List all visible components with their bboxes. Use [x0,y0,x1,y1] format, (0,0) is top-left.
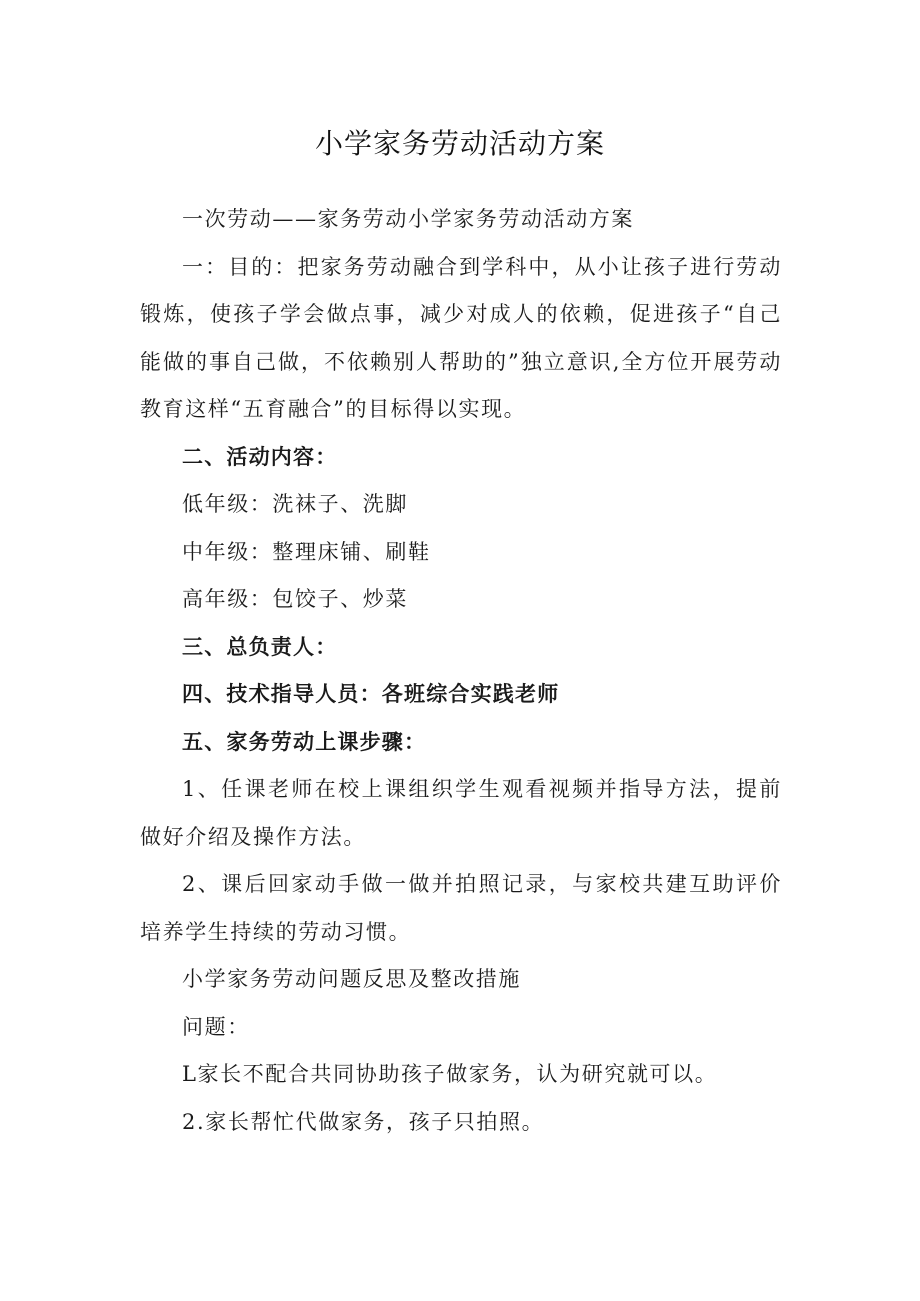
step-paragraph-2: 2、课后回家动手做一做并拍照记录，与家校共建互助评价培养学生持续的劳动习惯。 [140,872,782,944]
section-heading-technical-guide: 四、技术指导人员：各班综合实践老师 [182,682,560,706]
content-item-middle-grade: 中年级：整理床铺、刷鞋 [182,539,431,564]
section-heading-content: 二、活动内容： [182,444,338,469]
subtitle-paragraph: 一次劳动——家务劳动小学家务劳动活动方案 [182,207,634,231]
problem-item-1: L家长不配合共同协助孩子做家务，认为研究就可以。 [182,1062,718,1086]
section-heading-steps: 五、家务劳动上课步骤： [182,729,427,754]
reflection-title: 小学家务劳动问题反思及整改措施 [182,967,521,991]
problem-item-2: 2.家长帮忙代做家务，孩子只拍照。 [182,1109,545,1134]
document-title: 小学家务劳动活动方案 [314,127,605,160]
content-item-high-grade: 高年级：包饺子、炒菜 [182,587,408,611]
document-body [140,196,782,1146]
purpose-paragraph: 一：目的：把家务劳动融合到学科中，从小让孩子进行劳动锻炼，使孩子学会做点事，减少对成人的依赖，促进孩子“自己能做的事自己做，不依赖别人帮助的”独立意识,全方位开展劳动教育这样“五育融合”的目标得以实现。 [140,254,782,421]
step-paragraph-1: 1、任课老师在校上课组织学生观看视频并指导方法，提前做好介绍及操作方法。 [140,777,782,849]
problems-label: 问题： [182,1014,250,1039]
section-heading-leader: 三、总负责人： [182,634,338,659]
content-item-low-grade: 低年级：洗袜子、洗脚 [182,492,408,516]
